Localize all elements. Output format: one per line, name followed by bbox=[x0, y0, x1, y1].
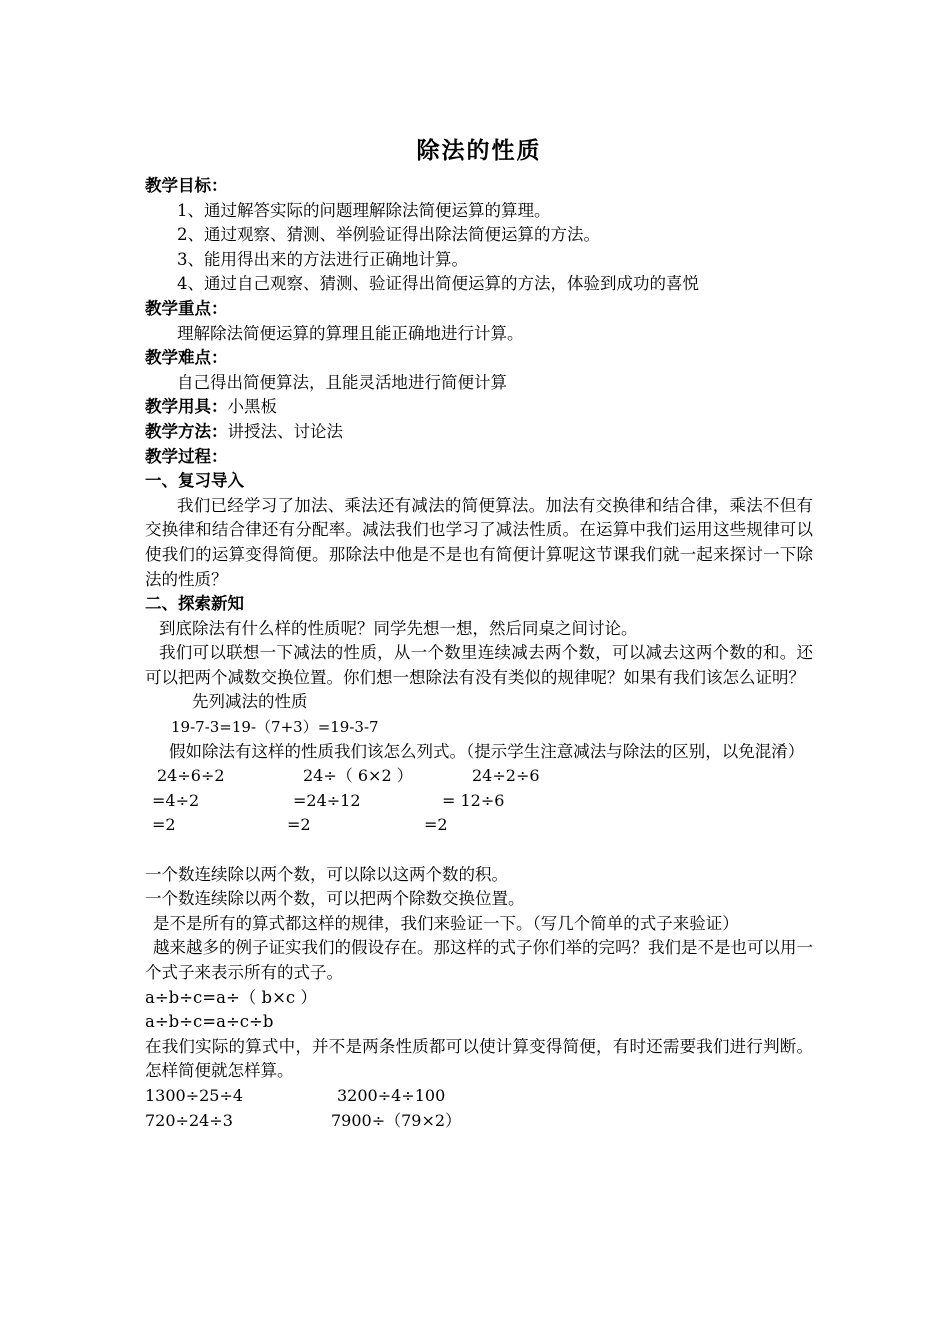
section2-p3: 先列减法的性质 bbox=[192, 692, 308, 712]
exercise-item: 3200÷4÷100 bbox=[337, 1085, 446, 1105]
process-heading: 教学过程： bbox=[145, 446, 228, 466]
section2-p7: 越来越多的例子证实我们的假设存在。那这样的式子你们举的完吗？我们是不是也可以用一个式子来表示所有的式子。 bbox=[145, 938, 813, 982]
tools-heading: 教学用具： bbox=[145, 397, 228, 417]
calc-row bbox=[145, 789, 813, 814]
calc-cell: =2 bbox=[424, 815, 448, 835]
calc-row bbox=[145, 813, 813, 838]
difficulty-heading: 教学难点： bbox=[145, 348, 228, 368]
difficulty-text: 自己得出简便算法，且能灵活地进行简便计算 bbox=[177, 372, 507, 392]
calc-cell: =2 bbox=[287, 815, 311, 835]
calc-row bbox=[145, 764, 813, 789]
calc-cell: 24÷6÷2 bbox=[157, 766, 225, 786]
goal-item: 4、通过自己观察、猜测、验证得出简便运算的方法，体验到成功的喜悦 bbox=[177, 274, 699, 294]
exercise-row bbox=[145, 1084, 813, 1109]
rule-product: 一个数连续除以两个数，可以除以这两个数的积。 bbox=[145, 864, 508, 884]
calc-cell: 24÷（ 6×2 ） bbox=[303, 766, 413, 786]
methods-text: 讲授法、讨论法 bbox=[227, 421, 343, 441]
section2-p6: 是不是所有的算式都这样的规律，我们来验证一下。（写几个简单的式子来验证） bbox=[153, 913, 739, 933]
key-point-heading: 教学重点： bbox=[145, 298, 228, 318]
section2-p5: 假如除法有这样的性质我们该怎么列式。（提示学生注意减法与除法的区别，以免混淆） bbox=[169, 741, 805, 761]
calc-cell: = 12÷6 bbox=[442, 790, 505, 810]
section1-text: 我们已经学习了加法、乘法还有减法的简便算法。加法有交换律和结合律，乘法不但有交换律和结合律还有分配率。减法我们也学习了减法性质。在运算中我们运用这些规律可以使我们的运算变得简便。那除法中他是不是也有简便计算呢这节课我们就一起来探讨一下除法的性质？ bbox=[145, 495, 813, 589]
section2-p2: 我们可以联想一下减法的性质，从一个数里连续减去两个数，可以减去这两个数的和。还可以把两个减数交换位置。你们想一想除法有没有类似的规律呢？如果有我们该怎么证明？ bbox=[145, 643, 813, 687]
formula-swap: a÷b÷c=a÷c÷b bbox=[145, 1012, 274, 1032]
methods-line bbox=[145, 420, 813, 445]
goals-heading: 教学目标： bbox=[145, 176, 228, 195]
calc-cell: =4÷2 bbox=[152, 790, 200, 810]
subtraction-formula: 19-7-3=19-（7+3）=19-3-7 bbox=[171, 718, 379, 737]
methods-heading: 教学方法： bbox=[145, 421, 228, 441]
tools-line bbox=[145, 395, 813, 420]
key-point-text: 理解除法简便运算的算理且能正确地进行计算。 bbox=[177, 323, 524, 343]
section2-heading: 二、探索新知 bbox=[145, 594, 244, 614]
goal-item: 3、能用得出来的方法进行正确地计算。 bbox=[177, 249, 468, 269]
exercise-item: 7900÷（79×2） bbox=[331, 1110, 462, 1130]
calc-cell: =2 bbox=[152, 815, 176, 835]
calc-cell: 24÷2÷6 bbox=[472, 766, 540, 786]
formula-product: a÷b÷c=a÷（ b×c ） bbox=[145, 987, 317, 1007]
section2-p8: 在我们实际的算式中，并不是两条性质都可以使计算变得简便，有时还需要我们进行判断。怎样简便就怎样算。 bbox=[145, 1036, 813, 1081]
goal-item: 2、通过观察、猜测、举例验证得出除法简便运算的方法。 bbox=[177, 225, 600, 245]
exercise-row bbox=[145, 1109, 813, 1134]
page-title: 除法的性质 bbox=[416, 138, 542, 164]
exercise-item: 1300÷25÷4 bbox=[145, 1085, 244, 1105]
section1-heading: 一、复习导入 bbox=[145, 471, 244, 491]
exercise-item: 720÷24÷3 bbox=[145, 1110, 233, 1130]
calc-cell: =24÷12 bbox=[293, 790, 361, 810]
tools-text: 小黑板 bbox=[227, 397, 277, 417]
section2-p1: 到底除法有什么样的性质呢？同学先想一想，然后同桌之间讨论。 bbox=[159, 618, 638, 638]
spacer bbox=[145, 838, 813, 863]
document-page bbox=[145, 128, 813, 1133]
goal-item: 1、通过解答实际的问题理解除法简便运算的算理。 bbox=[177, 200, 551, 220]
rule-swap: 一个数连续除以两个数，可以把两个除数交换位置。 bbox=[145, 889, 525, 909]
